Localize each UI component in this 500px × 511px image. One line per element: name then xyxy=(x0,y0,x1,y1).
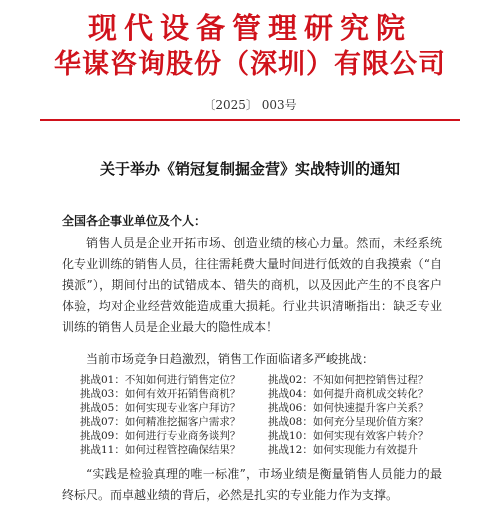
challenge-item: 挑战07：如何精准挖掘客户需求？ xyxy=(80,416,241,428)
header-divider xyxy=(40,119,460,121)
challenges-intro: 当前市场竞争日趋激烈，销售工作面临诸多严峻挑战： xyxy=(86,352,375,366)
challenge-item: 挑战06：如何快速提升客户关系？ xyxy=(268,402,429,414)
company-name: 华谋咨询股份（深圳）有限公司 xyxy=(54,49,446,80)
challenge-item: 挑战02：不知如何把控销售过程？ xyxy=(268,374,429,386)
challenge-item: 挑战03：如何有效开拓销售商机？ xyxy=(80,388,241,400)
closing-paragraph: “实践是检验真理的唯一标准”，市场业绩是衡量销售人员能力的最终标尺。而卓越业绩的背后，必然是扎实的专业能力作为支撑。 xyxy=(62,467,442,502)
challenge-item: 挑战10：如何实现有效客户转介？ xyxy=(268,430,429,442)
intro-paragraph: 销售人员是企业开拓市场、创造业绩的核心力量。然而，未经系统化专业训练的销售人员，往往需耗费大量时间进行低效的自我摸索（“自摸派”），期间付出的试错成本、错失的商机，以及因此产生的不良客户体验，均对企业经营效能造成重大损耗。行业共识清晰指出：缺乏专业训练的销售人员是企业最大的隐性成本！ xyxy=(62,236,442,334)
notice-title: 关于举办《销冠复制掘金营》实战特训的通知 xyxy=(99,160,400,178)
salutation: 全国各企事业单位及个人： xyxy=(62,214,207,228)
challenge-item: 挑战11：如何过程管控确保结果？ xyxy=(80,444,241,456)
document-number: 〔2025〕 003号 xyxy=(203,98,297,112)
challenge-item: 挑战01：不知如何进行销售定位？ xyxy=(80,374,241,386)
challenge-item: 挑战04：如何提升商机成交转化？ xyxy=(268,388,429,400)
challenge-item: 挑战09：如何进行专业商务谈判？ xyxy=(80,430,241,442)
challenge-item: 挑战05：如何实现专业客户拜访？ xyxy=(80,402,241,414)
challenge-item: 挑战08：如何充分呈现价值方案？ xyxy=(268,416,429,428)
institute-name: 现代设备管理研究院 xyxy=(87,11,412,45)
challenge-item: 挑战12：如何实现能力有效提升 xyxy=(268,444,418,456)
